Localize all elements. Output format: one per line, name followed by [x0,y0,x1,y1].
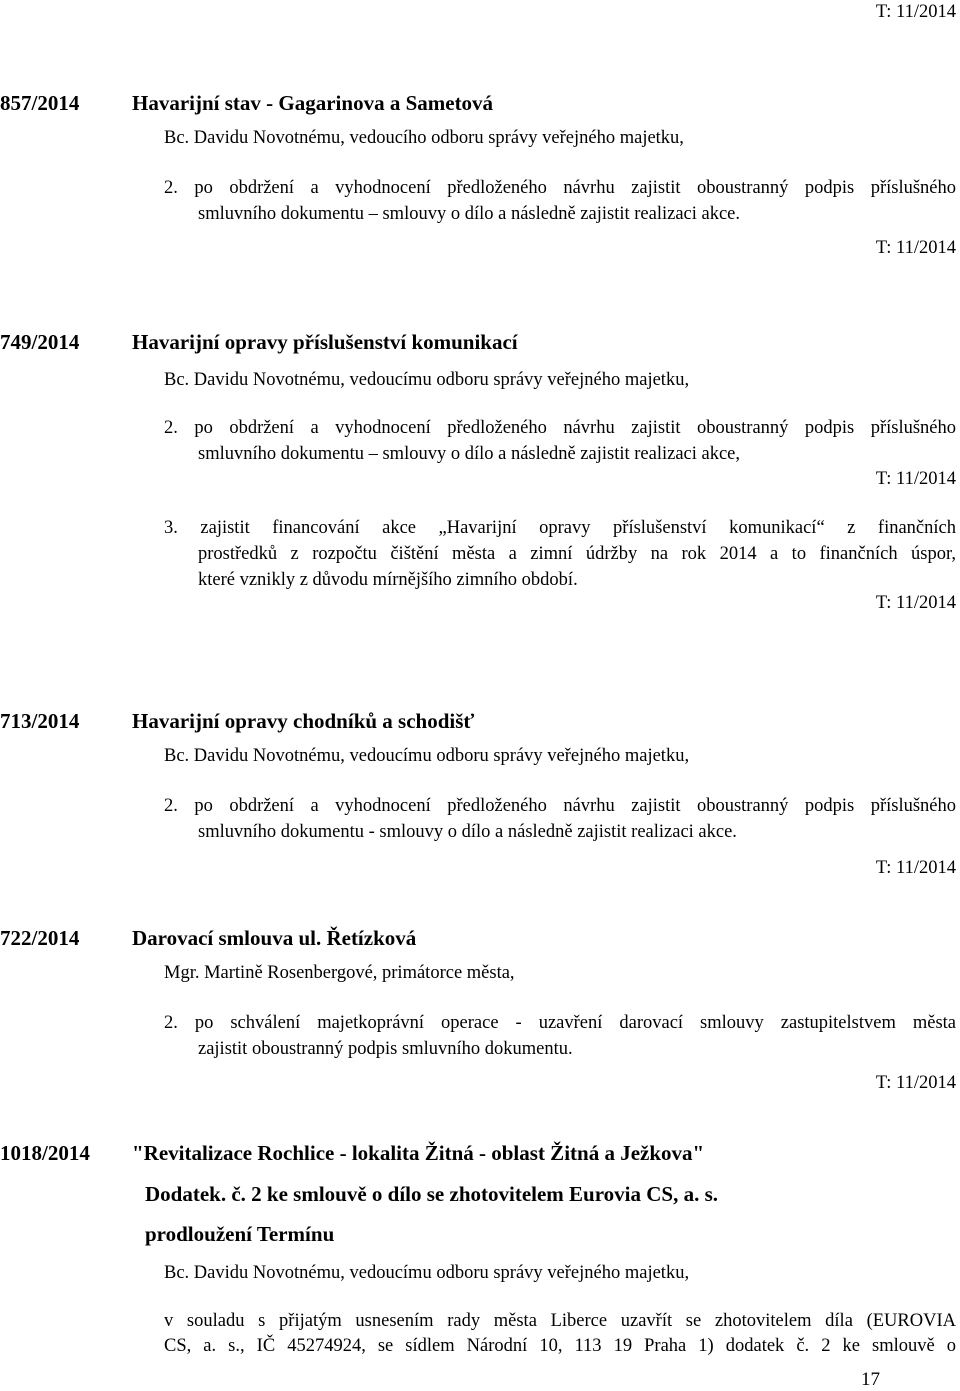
resolution-number: 1018/2014 [0,1141,90,1165]
task-line: které vznikly z důvodu mírnějšího zimního období. [198,570,578,590]
addressee: Bc. Davidu Novotnému, vedoucímu odboru správy veřejného majetku, [164,746,690,766]
resolution-title: Havarijní opravy příslušenství komunikací [132,330,518,354]
term-date: T: 11/2014 [875,858,956,878]
addressee: Bc. Davidu Novotnému, vedoucímu odboru správy veřejného majetku, [164,370,690,390]
body-line: CS, a. s., IČ 45274924, se sídlem Národní 10, 113 19 Praha 1) dodatek č. 2 ke smlouvě o [164,1336,956,1356]
task-line: prostředků z rozpočtu čištění města a zimní údržby na rok 2014 a to finančních úspor, [198,544,956,564]
task-line: zajistit oboustranný podpis smluvního dokumentu. [198,1039,573,1059]
resolution-number: 713/2014 [0,709,80,733]
resolution-title: Havarijní opravy chodníků a schodišť [132,709,475,733]
body-line: v souladu s přijatým usnesením rady města Liberce uzavřít se zhotovitelem díla (EUROVIA [164,1311,956,1331]
task-line: 2. po obdržení a vyhodnocení předloženého návrhu zajistit oboustranný podpis příslušného [164,418,956,438]
resolution-title: Havarijní stav - Gagarinova a Sametová [132,91,494,115]
addressee: Bc. Davidu Novotnému, vedoucího odboru správy veřejného majetku, [164,128,684,148]
resolution-number: 749/2014 [0,330,80,354]
task-line: 2. po obdržení a vyhodnocení předloženého návrhu zajistit oboustranný podpis příslušného [164,178,956,198]
addressee: Bc. Davidu Novotnému, vedoucímu odboru správy veřejného majetku, [164,1263,690,1283]
task-line: smluvního dokumentu – smlouvy o dílo a následně zajistit realizaci akce. [198,204,741,224]
resolution-title: "Revitalizace Rochlice - lokalita Žitná - oblast Žitná a Ježkova" [132,1141,705,1165]
term-date: T: 11/2014 [875,238,956,258]
term-date: T: 11/2014 [875,2,956,22]
resolution-subtitle: prodloužení Termínu [145,1222,335,1246]
resolution-number: 857/2014 [0,91,80,115]
page-number: 17 [861,1369,880,1390]
resolution-number: 722/2014 [0,926,80,950]
addressee: Mgr. Martině Rosenbergové, primátorce města, [164,963,515,983]
term-date: T: 11/2014 [875,469,956,489]
task-line: 3. zajistit financování akce „Havarijní opravy příslušenství komunikací“ z finančních [164,518,956,538]
task-line: smluvního dokumentu – smlouvy o dílo a následně zajistit realizaci akce, [198,444,741,464]
term-date: T: 11/2014 [875,1073,956,1093]
task-line: 2. po obdržení a vyhodnocení předloženého návrhu zajistit oboustranný podpis příslušného [164,796,956,816]
task-line: 2. po schválení majetkoprávní operace - uzavření darovací smlouvy zastupitelstvem města [164,1013,956,1033]
task-line: smluvního dokumentu - smlouvy o dílo a následně zajistit realizaci akce. [198,822,737,842]
resolution-title: Darovací smlouva ul. Řetízková [132,926,417,950]
resolution-subtitle: Dodatek. č. 2 ke smlouvě o dílo se zhotovitelem Eurovia CS, a. s. [145,1182,719,1206]
term-date: T: 11/2014 [875,593,956,613]
